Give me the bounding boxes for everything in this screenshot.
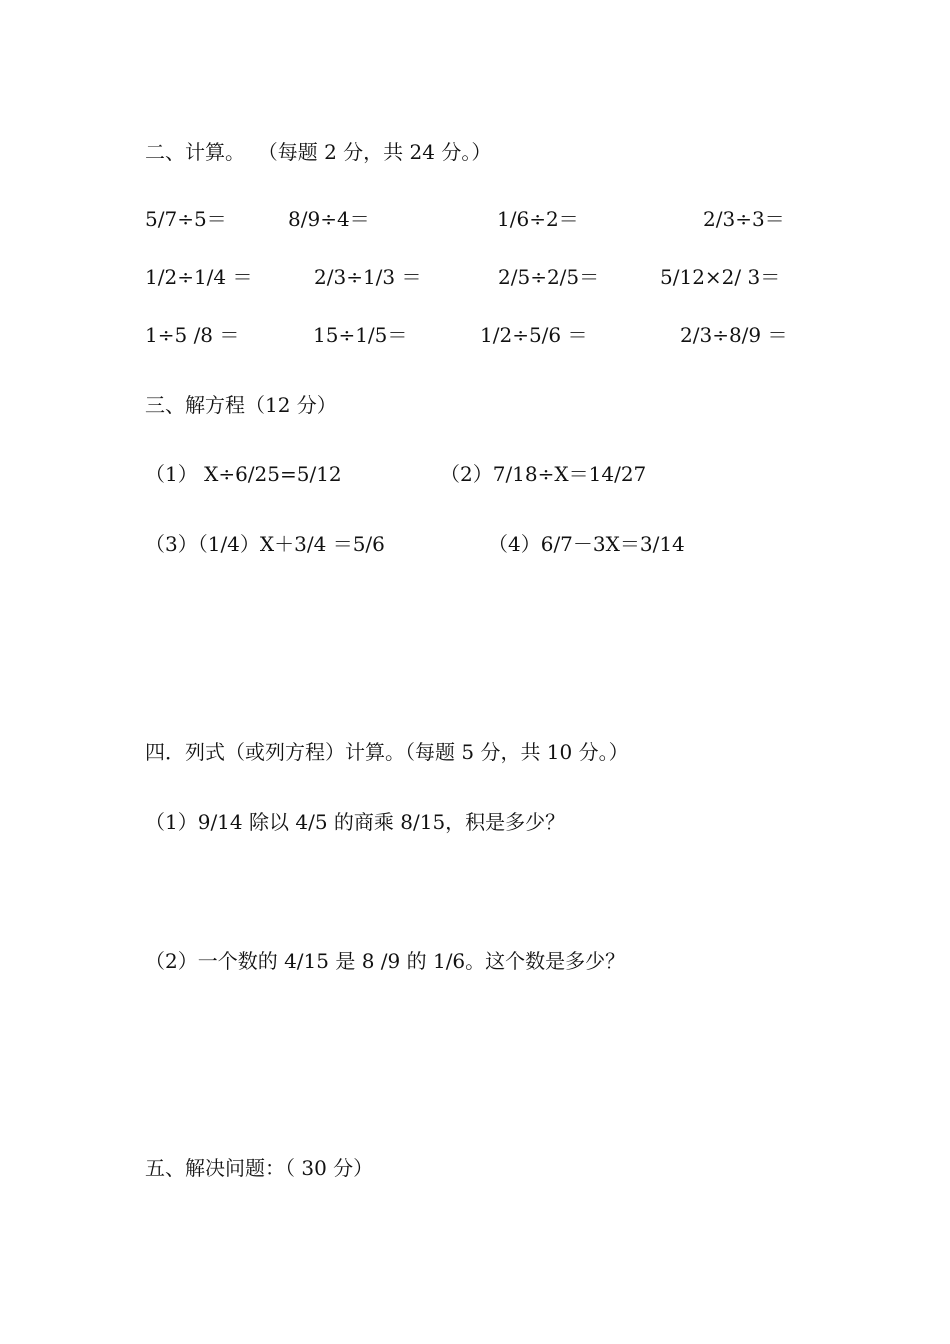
calc-item: 1/2÷5/6 ＝ — [480, 323, 588, 347]
equation-3: （3）（1/4）X＋3/4 ＝5/6 — [145, 532, 385, 556]
calc-item: 2/5÷2/5＝ — [498, 265, 600, 289]
section-2-heading: 二、计算。 （每题 2 分，共 24 分。） — [145, 140, 492, 164]
equation-1: （1） X÷6/25=5/12 — [145, 462, 342, 486]
calc-item: 2/3÷1/3 ＝ — [314, 265, 422, 289]
calc-item: 2/3÷3＝ — [703, 207, 785, 231]
calc-item: 15÷1/5＝ — [313, 323, 408, 347]
word-problem-1: （1）9/14 除以 4/5 的商乘 8/15，积是多少？ — [145, 810, 566, 834]
section-3-heading: 三、解方程（12 分） — [145, 393, 337, 417]
section-4-heading: 四．列式（或列方程）计算。（每题 5 分，共 10 分。） — [145, 740, 629, 764]
calc-item: 2/3÷8/9 ＝ — [680, 323, 788, 347]
calc-item: 1/2÷1/4 ＝ — [145, 265, 253, 289]
calc-item: 8/9÷4＝ — [288, 207, 370, 231]
word-problem-2: （2）一个数的 4/15 是 8 /9 的 1/6。这个数是多少？ — [145, 949, 626, 973]
calc-item: 5/7÷5＝ — [145, 207, 227, 231]
calc-item: 1÷5 /8 ＝ — [145, 323, 240, 347]
equation-2: （2）7/18÷X＝14/27 — [440, 462, 647, 486]
calc-item: 5/12×2/ 3＝ — [660, 265, 781, 289]
section-5-heading: 五、解决问题：（ 30 分） — [145, 1156, 374, 1180]
calc-item: 1/6÷2＝ — [497, 207, 579, 231]
equation-4: （4）6/7－3X＝3/14 — [488, 532, 685, 556]
